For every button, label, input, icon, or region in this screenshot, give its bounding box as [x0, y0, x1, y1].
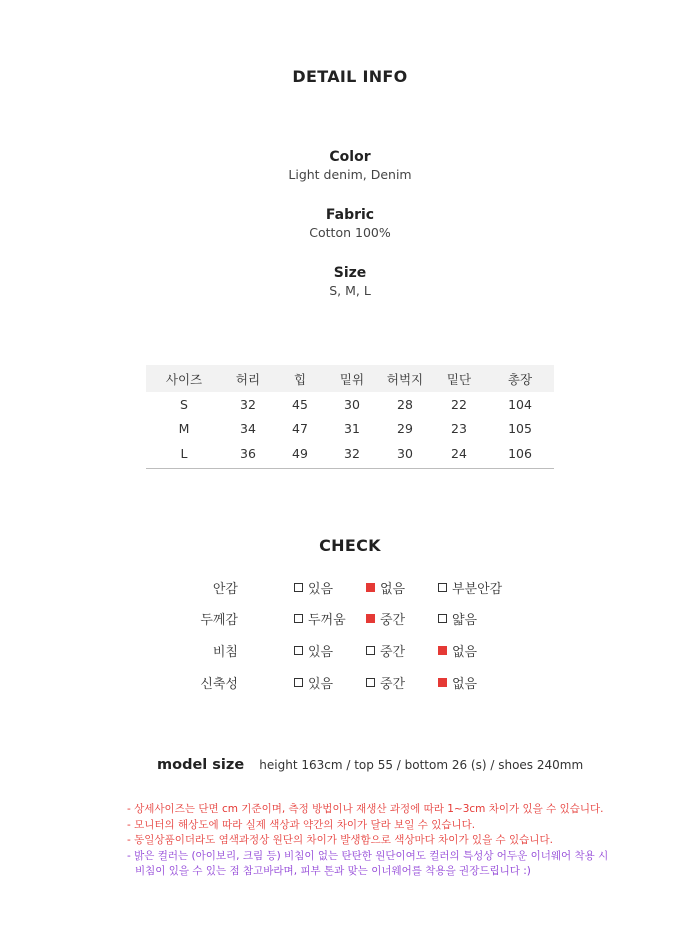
table-cell: 32 [240, 396, 256, 412]
table-cell: 36 [222, 441, 274, 468]
check-option [438, 578, 502, 597]
table-cell: 106 [486, 441, 554, 468]
size-table-header: 밑위 [326, 365, 378, 392]
check-row-stretch [0, 673, 700, 693]
note-line: - 동일상품이더라도 염색과정상 원단의 차이가 발생함으로 색상마다 차이가 있을 수 있습니다. [127, 834, 553, 846]
checkbox-icon [294, 646, 303, 655]
check-option-label: 두꺼움 [308, 613, 346, 628]
color-label: Color [329, 149, 371, 165]
size-table-header: 허벅지 [378, 365, 432, 392]
check-row-label: 안감 [212, 582, 238, 597]
table-cell: 23 [451, 421, 467, 437]
table-cell: 31 [344, 421, 360, 437]
size-value: S, M, L [329, 283, 371, 298]
check-option [438, 673, 477, 692]
size-table-header-row [146, 365, 554, 392]
table-cell: S [180, 396, 188, 412]
check-title: CHECK [319, 536, 381, 555]
fabric-label: Fabric [325, 207, 375, 223]
table-row [146, 441, 554, 468]
checkbox-icon [438, 646, 447, 655]
size-table-header: 밑단 [432, 365, 486, 392]
check-row-label: 신축성 [200, 677, 238, 692]
check-option [366, 578, 405, 597]
table-cell: 47 [292, 421, 308, 437]
table-cell: 32 [326, 441, 378, 468]
table-row [146, 392, 554, 417]
check-option [438, 609, 477, 628]
table-cell: L [146, 441, 222, 468]
check-option-label: 있음 [308, 582, 334, 597]
table-cell: 49 [274, 441, 326, 468]
table-cell: 29 [397, 421, 413, 437]
checkbox-icon [366, 678, 375, 687]
checkbox-icon [294, 583, 303, 592]
check-option [294, 641, 333, 660]
note-line: - 모니터의 해상도에 따라 실제 색상과 약간의 차이가 달라 보일 수 있습니다. [127, 818, 476, 831]
note-line: 비침이 있을 수 있는 점 참고바라며, 피부 톤과 맞는 이너웨어를 착용을 권장드립니다 :) [135, 865, 531, 877]
table-cell: 34 [240, 421, 256, 437]
note-line: - 상세사이즈는 단면 cm 기준이며, 측정 방법이나 재생산 과정에 따라 1~3cm 차이가 있을 수 있습니다. [127, 803, 604, 815]
check-option-label: 부분안감 [452, 582, 503, 597]
check-option-label: 있음 [308, 645, 334, 660]
checkbox-icon [438, 614, 447, 623]
check-option [366, 641, 405, 660]
table-cell: 30 [378, 441, 432, 468]
note-line: - 밝은 컬러는 (아이보리, 크림 등) 비침이 없는 탄탄한 원단이여도 컬러의 특성상 어두운 이너웨어 착용 시 [127, 849, 609, 862]
check-row-label: 두께감 [200, 613, 238, 628]
color-value: Light denim, Denim [288, 167, 412, 182]
table-row [146, 417, 554, 442]
size-label: Size [333, 265, 367, 281]
page-title: DETAIL INFO [292, 67, 408, 86]
table-cell: 30 [344, 396, 360, 412]
size-table-header: 허리 [222, 365, 274, 392]
check-option-label: 없음 [452, 645, 478, 660]
table-cell: 24 [432, 441, 486, 468]
table-cell: 45 [292, 396, 308, 412]
check-option [294, 578, 333, 597]
size-table-header: 사이즈 [146, 365, 222, 392]
check-option-label: 있음 [308, 677, 334, 692]
checkbox-icon [366, 583, 375, 592]
check-row-thickness [0, 609, 700, 629]
check-option-label: 없음 [380, 582, 406, 597]
check-option [366, 609, 405, 628]
checkbox-icon [366, 646, 375, 655]
check-option-label: 중간 [380, 677, 406, 692]
check-option-label: 중간 [380, 613, 406, 628]
checkbox-icon [438, 583, 447, 592]
table-cell: 105 [508, 421, 532, 437]
table-cell: 28 [397, 396, 413, 412]
checkbox-icon [294, 614, 303, 623]
size-table [146, 365, 554, 469]
table-cell: M [178, 421, 190, 437]
checkbox-icon [294, 678, 303, 687]
check-row-lining [0, 578, 700, 598]
table-cell: 104 [508, 396, 532, 412]
check-option-label: 없음 [452, 677, 478, 692]
checkbox-icon [366, 614, 375, 623]
check-option [366, 673, 405, 692]
check-option-label: 얇음 [452, 613, 478, 628]
check-option-label: 중간 [380, 645, 406, 660]
size-table-header: 힙 [274, 365, 326, 392]
checkbox-icon [438, 678, 447, 687]
model-size-value: height 163cm / top 55 / bottom 26 (s) / shoes 240mm [259, 758, 584, 772]
model-size-label: model size [157, 757, 245, 773]
model-size [157, 754, 583, 773]
fabric-value: Cotton 100% [309, 225, 391, 240]
check-option [438, 641, 477, 660]
check-row-label: 비침 [212, 645, 238, 660]
check-option [294, 673, 333, 692]
check-option [294, 609, 346, 628]
notes [127, 802, 609, 880]
size-table-header: 총장 [486, 365, 554, 392]
check-row-sheerness [0, 641, 700, 661]
table-cell: 22 [451, 396, 467, 412]
